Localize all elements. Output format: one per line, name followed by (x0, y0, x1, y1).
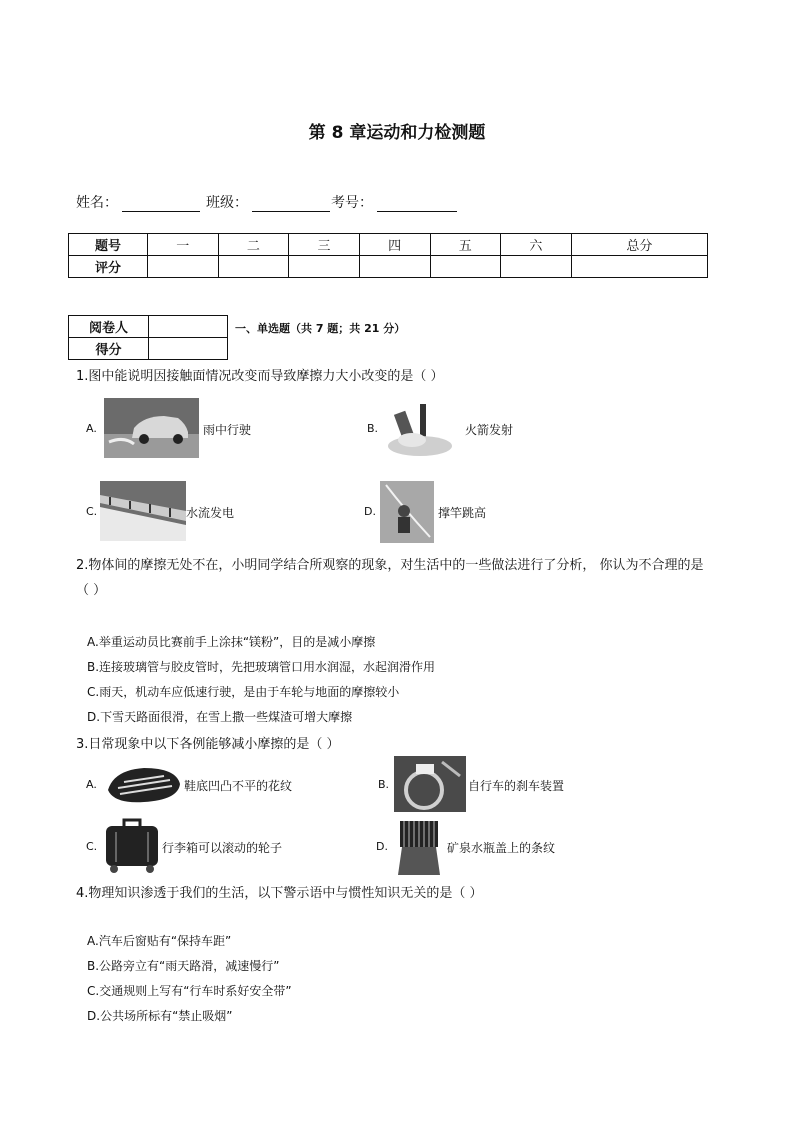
dam-spillway-image (100, 481, 186, 541)
q2-option-c-text: 雨天，机动车应低速行驶，是由于车轮与地面的摩擦较小 (99, 685, 400, 699)
section-score-label: 得分 (69, 338, 149, 360)
q3-option-b-text: 自行车的刹车装置 (468, 779, 565, 793)
shoe-sole-icon (104, 760, 182, 810)
q3-option-d-letter: D. (376, 840, 388, 853)
score-table-row-label: 题号 (69, 234, 148, 256)
q2-option-a-text: 举重运动员比赛前手上涂抹“镁粉”，目的是减小摩擦 (98, 635, 376, 649)
score-cell[interactable] (571, 256, 707, 278)
bottle-cap-icon (394, 817, 444, 875)
name-label: 姓名： (76, 195, 118, 211)
score-table-header-row (69, 234, 708, 256)
score-table-col: 四 (359, 234, 430, 256)
score-table-score-row (69, 256, 708, 278)
q3-option-d-text: 矿泉水瓶盖上的条纹 (447, 841, 556, 855)
score-cell[interactable] (148, 256, 219, 278)
q4-option-c-letter: C. (87, 984, 100, 998)
student-info-line (76, 192, 463, 212)
exam-number-blank[interactable] (377, 195, 457, 212)
q4-option-a-letter: A. (87, 934, 99, 948)
q3-option-c-letter: C. (86, 840, 98, 853)
rocket-launch-icon (382, 398, 462, 458)
q1-option-c-text: 水流发电 (186, 506, 235, 520)
score-table (68, 233, 708, 278)
q2-option-c (87, 683, 399, 700)
q1-option-b-text: 火箭发射 (465, 423, 514, 437)
page-title: 第 8 章运动和力检测题 (308, 123, 486, 143)
score-cell[interactable] (430, 256, 501, 278)
question-1-stem: 1.图中能说明因接触面情况改变而导致摩擦力大小改变的是（ ） (76, 369, 444, 384)
q4-option-b-letter: B. (87, 959, 100, 973)
question-2-stem: 2.物体间的摩擦无处不在，小明同学结合所观察的现象，对生活中的一些做法进行了分析， 你认为不合理的是（ ） (76, 558, 704, 598)
grader-table (68, 315, 228, 360)
shoe-sole-image (104, 760, 182, 810)
section-heading: 一、单选题（共 7 题；共 21 分） (235, 322, 406, 335)
q2-option-c-letter: C. (87, 685, 100, 699)
score-table-col: 三 (289, 234, 360, 256)
score-cell[interactable] (289, 256, 360, 278)
score-table-col: 二 (218, 234, 289, 256)
q3-option-a-text: 鞋底凹凸不平的花纹 (184, 779, 293, 793)
class-label: 班级： (206, 195, 248, 211)
q2-option-d-text: 下雪天路面很滑，在雪上撒一些煤渣可增大摩擦 (100, 710, 353, 724)
car-in-rain-icon (104, 398, 199, 458)
q1-option-d-text: 撑竿跳高 (438, 506, 487, 520)
q2-option-d-letter: D. (87, 710, 101, 724)
q4-option-b-text: 公路旁立有“雨天路滑，减速慢行” (99, 959, 280, 973)
q1-option-a-letter: A. (86, 422, 97, 435)
q3-option-b-letter: B. (378, 778, 390, 791)
question-4-stem: 4.物理知识渗透于我们的生活，以下警示语中与惯性知识无关的是（ ） (76, 886, 483, 901)
score-cell[interactable] (359, 256, 430, 278)
q3-option-c-text: 行李箱可以滚动的轮子 (162, 841, 283, 855)
q2-option-b (87, 658, 435, 675)
q1-option-a-text: 雨中行驶 (203, 423, 252, 437)
name-blank[interactable] (122, 195, 200, 212)
class-blank[interactable] (252, 195, 330, 212)
score-cell[interactable] (501, 256, 572, 278)
bicycle-brake-icon (394, 756, 466, 812)
score-table-col: 六 (501, 234, 572, 256)
q1-option-d-letter: D. (364, 505, 376, 518)
q3-option-a-letter: A. (86, 778, 97, 791)
suitcase-image (102, 818, 162, 874)
score-table-col: 一 (148, 234, 219, 256)
car-in-rain-image (104, 398, 199, 458)
q4-option-a-text: 汽车后窗贴有“保持车距” (98, 934, 232, 948)
q2-option-b-letter: B. (87, 660, 100, 674)
q4-option-b (87, 957, 279, 974)
grader-cell[interactable] (149, 316, 228, 338)
exam-number-label: 考号： (331, 195, 373, 211)
q2-option-a-letter: A. (87, 635, 99, 649)
score-table-col: 总分 (571, 234, 707, 256)
bicycle-brake-image (394, 756, 466, 812)
q1-option-c-letter: C. (86, 505, 98, 518)
score-table-row-label: 评分 (69, 256, 148, 278)
q1-option-b-letter: B. (367, 422, 379, 435)
section-score-cell[interactable] (149, 338, 228, 360)
q2-option-d (87, 708, 352, 725)
pole-vault-image (380, 481, 434, 543)
q4-option-c-text: 交通规则上写有“行车时系好安全带” (99, 984, 292, 998)
q4-option-d-text: 公共场所标有“禁止吸烟” (100, 1009, 233, 1023)
grader-label: 阅卷人 (69, 316, 149, 338)
q2-option-a (87, 633, 375, 650)
q4-option-c (87, 982, 292, 999)
rocket-launch-image (382, 398, 462, 458)
q4-option-d (87, 1007, 233, 1024)
bottle-cap-image (394, 817, 444, 875)
question-3-stem: 3.日常现象中以下各例能够减小摩擦的是（ ） (76, 737, 340, 752)
score-table-col: 五 (430, 234, 501, 256)
suitcase-wheels-icon (102, 818, 162, 874)
q4-option-d-letter: D. (87, 1009, 101, 1023)
score-cell[interactable] (218, 256, 289, 278)
q2-option-b-text: 连接玻璃管与胶皮管时，先把玻璃管口用水润湿，水起润滑作用 (99, 660, 436, 674)
q4-option-a (87, 932, 231, 949)
pole-vault-icon (380, 481, 434, 543)
dam-spillway-icon (100, 481, 186, 541)
